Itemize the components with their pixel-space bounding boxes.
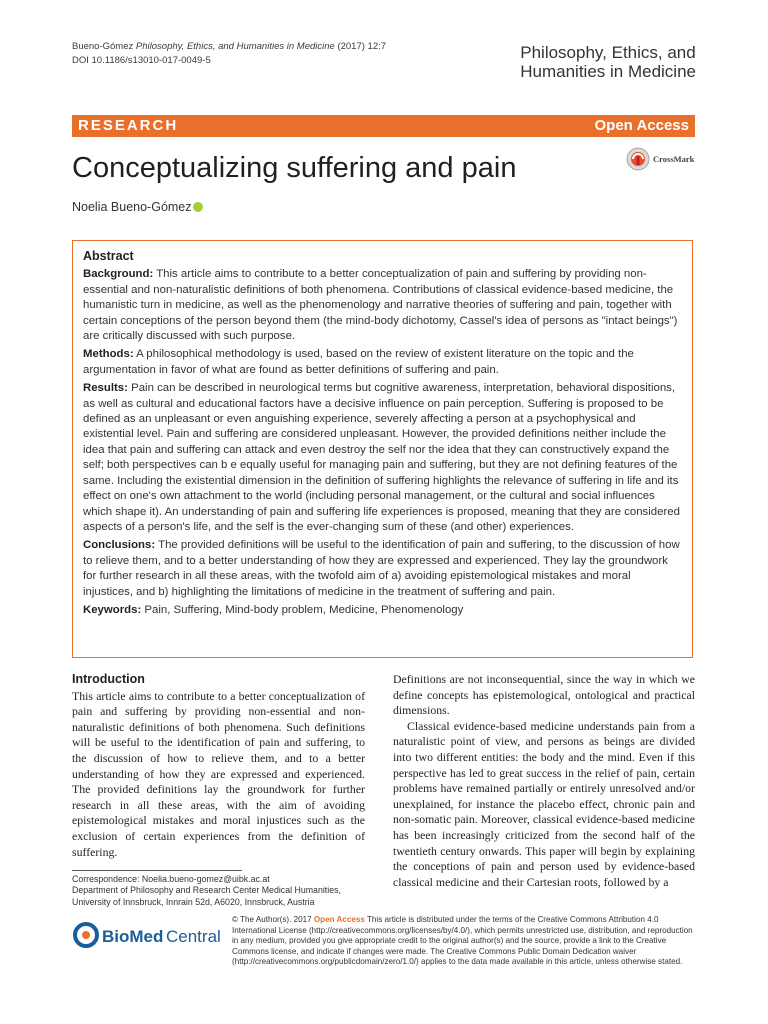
biomed-central-logo	[72, 915, 222, 955]
abstract-keywords: Keywords: Pain, Suffering, Mind-body problem, Medicine, Phenomenology	[83, 603, 464, 616]
crossmark-label[interactable]: CrossMark	[653, 154, 695, 164]
correspondence-footnote: Correspondence: Noelia.bueno-gomez@uibk.ac.at Department of Philosophy and Research Center Medical Humanities, University of Innsbruck, Innrain 52d, A6020, Innsbruck, Austria	[72, 874, 372, 908]
body-column-left	[72, 672, 365, 860]
license-notice: © The Author(s). 2017 Open Access This article is distributed under the terms of the Creative Commons Attribution 4.0 International License (http://creativecommons.org/licenses/by/4.0/), which permits unrestricted use, distribution, and reproduction in any medium, provided you give appropriate credit to the original author(s) and the source, provide a link to the Creative Commons license, and indicate if changes were made. The Creative Commons Public Domain Dedication waiver (http://creativecommons.org/publicdomain/zero/1.0/) applies to the data made available in this article, unless otherwise stated.	[232, 915, 693, 967]
abstract-methods: Methods: A philosophical methodology is used, based on the review of existent literature on the topic and the argumentation in favor of what are found as better definitions of suffering and pain.	[83, 348, 634, 376]
section-label: RESEARCH	[78, 117, 179, 134]
author-name: Noelia Bueno-Gómez	[72, 200, 203, 214]
doi-link[interactable]: DOI 10.1186/s13010-017-0049-5	[72, 55, 211, 66]
journal-name: Philosophy, Ethics, and Humanities in Medicine	[520, 43, 696, 81]
correspondence-email[interactable]: Correspondence: Noelia.bueno-gomez@uibk.ac.at	[72, 874, 270, 884]
publisher-name-part1: BioMed	[102, 927, 164, 946]
citation-header	[72, 40, 386, 68]
body-paragraph-2: Classical evidence-based medicine understands pain from a naturalistic point of view, and persons as beings are divided into two different entities: the body and the mind. Even if this perspective has led to great success in the relief of pain, certain problems have remained partially or entirely unresolved and/or unexplained, for instance the placebo effect, chronic pain and non-somatic pain. Moreover, classical evidence-based medicine has been increasingly criticized from the second half of the twentieth century onwards. This paper will begin by explaining the conceptions of pain and person used by evidence-based classical medicine and their Cartesian roots, followed by a	[393, 718, 695, 889]
abstract-results: Results: Pain can be described in neurological terms but cognitive awareness, interpretation, behavioral dispositions, as well as cultural and educational factors have a decisive influence on pain perception. Suffering is proposed to be defined as an unpleasant or even anguishing experience, severely affecting a person at a psychophysical and existential level. Pain and suffering are considered unpleasant. However, the provided definitions neither include the idea that pain and suffering can attack and even destroy the self nor the idea that they can constructively expand the self; both perspectives can b e equally useful for managing pain and suffering, but they are not defining features of the same. Including the existential dimension in the definition of suffering highlights the relevance of suffering in life and its effect on one's own attachment to the world (including personal management, or the cultural and social influences which shape it). An understanding of pain and suffering life experiences is proposed, meaning that they are considered aspects of a person's life, and the self is the ever-changing sum of these (and other) experiences.	[83, 382, 680, 533]
abstract-heading: Abstract	[83, 249, 134, 263]
citation-journal: Philosophy, Ethics, and Humanities in Medicine	[135, 41, 335, 52]
introduction-heading: Introduction	[72, 672, 145, 686]
section-banner	[72, 115, 695, 137]
publisher-name-part2: Central	[166, 927, 221, 946]
abstract-background: Background: This article aims to contribute to a better conceptualization of pain and suffering by providing non-essential and non-naturalistic definitions of both phenomena. Contributions of classical evidence-based medicine, the humanistic turn in medicine, as well as the phenomenology and narrative theories of suffering and pain, together with certain conceptions of the person beyond them (the mind-body dichotomy, Cassel's idea of persons as "intact beings") are critically discussed with such purpose.	[83, 268, 678, 343]
abstract-box	[72, 240, 693, 658]
citation-year: (2017) 12:7	[337, 41, 387, 52]
crossmark-icon[interactable]	[626, 147, 650, 171]
open-access-label: Open Access	[594, 117, 689, 134]
open-access-tag: Open Access	[313, 915, 365, 924]
abstract-conclusions: Conclusions: The provided definitions will be useful to the identification of pain and suffering, to the discussion of how to relieve them, and to a better understanding of how they are expressed and experienced. They lay the groundwork for further research in all these areas, with the twofold aim of a) avoiding epistemological mistakes and moral injustices, and b) highlighting the limitations of medicine in the treatment of suffering and pain.	[83, 539, 680, 598]
footnote-divider	[72, 870, 242, 871]
body-paragraph-1: Definitions are not inconsequential, since the way in which we define concepts has epistemological, ontological and practical dimensions.	[393, 672, 695, 718]
orcid-icon[interactable]	[193, 202, 203, 212]
intro-paragraph: This article aims to contribute to a better conceptualization of pain and suffering by providing non-essential and non-naturalistic definitions of both phenomena. Such definitions will be useful to the identification of pain and suffering, to the discussion of how to relieve them, and to a better understanding of how they are expressed and experienced. The provided definitions lay the groundwork for further research in all these areas, with the aim of avoiding epistemological mistakes and moral injustices such as the exclusion of certain experiences from the definition of suffering.	[72, 688, 365, 859]
body-column-right	[393, 672, 695, 890]
article-title: Conceptualizing suffering and pain	[72, 152, 517, 184]
citation-author: Bueno-Gómez	[72, 41, 134, 52]
